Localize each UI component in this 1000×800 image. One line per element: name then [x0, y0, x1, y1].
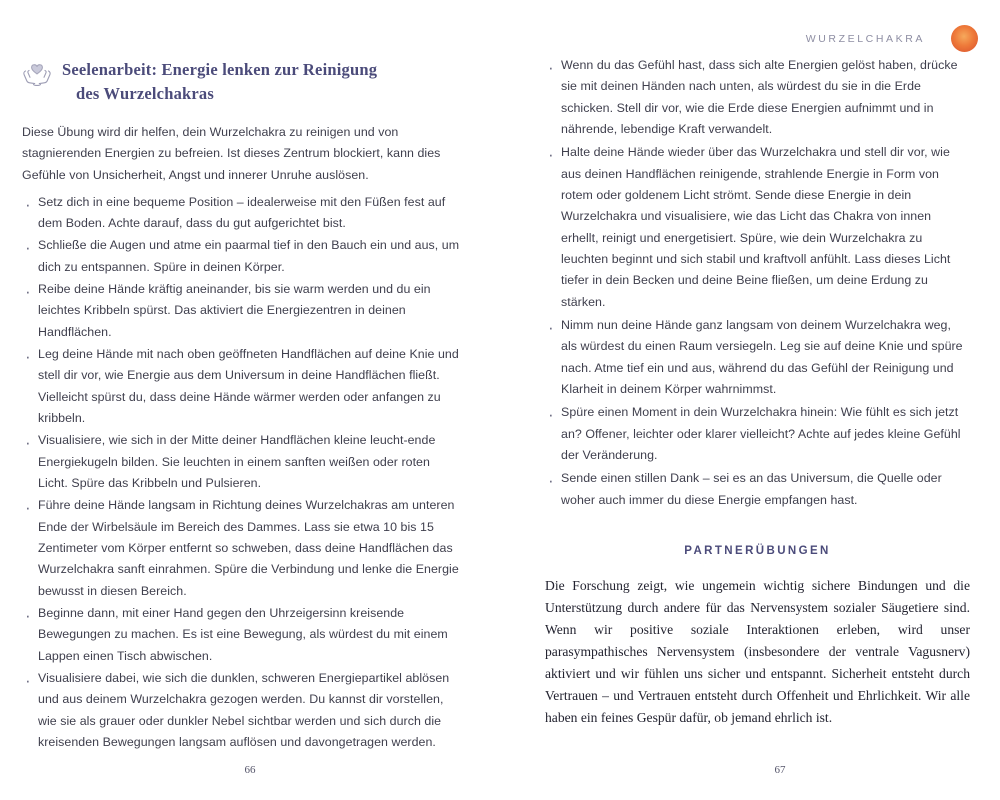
list-item: · Nimm nun deine Hände ganz langsam von deinem Wurzelchakra weg, als würdest du einen Raum versiegeln. Leg sie auf deine Knie und spüre nach. Atme tief ein und aus, während du das Gefühl der Reinigung und Klarheit in deinem Körper wahrnimmst. — [545, 315, 970, 400]
page-title-line-2: des Wurzelchakras — [76, 83, 215, 103]
list-item: · Halte deine Hände wieder über das Wurzelchakra und stell dir vor, wie aus deinen Handflächen reinigende, strahlende Energie in Form von rotem oder goldenem Licht strömt. Sende diese Energie in dein Wurzelchakra und visualisiere, wie das Licht das Chakra von innen erhellt, reinigt und energetisiert. Spüre, wie dein Wurzelchakra zu leuchten beginnt und sich stabil und kraftvoll anfühlt. Lass dieses Licht tiefer in dein Becken und deine Beine fließen, um deine Erdung zu stärken. — [545, 142, 970, 313]
left-instruction-list — [22, 192, 460, 754]
list-item: · Visualisiere, wie sich in der Mitte deiner Handflächen kleine leucht-ende Energiekugeln bilden. Sie leuchten in einem sanften weißen oder roten Licht. Spüre das Kribbeln und Pulsieren. — [22, 430, 460, 494]
chakra-dot-icon — [951, 25, 978, 52]
list-item: · Reibe deine Hände kräftig aneinander, bis sie warm werden und du ein leichtes Kribbeln spürst. Das aktiviert die Energiezentren in deinen Handflächen. — [22, 279, 460, 343]
hands-holding-heart-icon — [22, 57, 52, 91]
page-number-left: 66 — [244, 764, 256, 776]
page-number-right: 67 — [774, 764, 786, 776]
list-item: · Visualisiere dabei, wie sich die dunklen, schweren Energiepartikel ablösen und aus deinem Wurzelchakra gezogen werden. Du kannst dir vorstellen, wie sie als grauer oder dunkler Nebel sichtbar werden und sich durch die kreisenden Bewegungen langsam auflösen und davongetragen werden. — [22, 668, 460, 753]
section-heading — [22, 55, 460, 106]
intro-paragraph: Diese Übung wird dir helfen, dein Wurzelchakra zu reinigen und von stagnierenden Energien zu befreien. Ist dieses Zentrum blockiert, kann dies Gefühle von Unsicherheit, Angst und innerer Unruhe auslösen. — [22, 124, 441, 182]
list-item: · Sende einen stillen Dank – sei es an das Universum, die Quelle oder woher auch immer du diese Energie empfangen hast. — [545, 468, 970, 511]
list-item: · Setz dich in eine bequeme Position – idealerweise mit den Füßen fest auf dem Boden. Achte darauf, dass du gut aufgerichtet bist. — [22, 192, 460, 235]
list-item: · Wenn du das Gefühl hast, dass sich alte Energien gelöst haben, drücke sie mit deinen Händen nach unten, als würdest du sie in die Erde schicken. Stell dir vor, wie die Erde diese Energien aufnimmt und in nährende, lebendige Kraft verwandelt. — [545, 55, 970, 140]
right-page — [500, 0, 1000, 800]
list-item: · Beginne dann, mit einer Hand gegen den Uhrzeigersinn kreisende Bewegungen zu machen. Es ist eine Bewegung, als würdest du mit einem Lappen einen Tisch abwischen. — [22, 603, 460, 667]
list-item: · Schließe die Augen und atme ein paarmal tief in den Bauch ein und aus, um dich zu entspannen. Spüre in deinen Körper. — [22, 235, 460, 278]
page-title-line-1: Seelenarbeit: Energie lenken zur Reinigung — [62, 60, 378, 79]
list-item: · Leg deine Hände mit nach oben geöffneten Handflächen auf deine Knie und stell dir vor, wie Energie aus dem Universum in deine Handflächen fließt. Vielleicht spürst du, dass deine Hände wärmer werden oder anfangen zu kribbeln. — [22, 344, 460, 429]
list-item: · Führe deine Hände langsam in Richtung deines Wurzelchakras am unteren Ende der Wirbelsäule im Bereich des Dammes. Lass sie etwa 10 bis 15 Zentimeter vom Körper entfernt so schweben, dass deine Handflächen das Wurzelchakra sanft einrahmen. Spüre die Verbindung und lenke die Energie bewusst in diesen Bereich. — [22, 495, 460, 602]
partner-section-title: PARTNERÜBUNGEN — [684, 544, 831, 557]
page-title — [62, 55, 377, 106]
running-head: WURZELCHAKRA — [805, 33, 925, 45]
right-instruction-list — [545, 55, 970, 511]
partner-section-body: Die Forschung zeigt, wie ungemein wichtig sichere Bindungen und die Unterstützung durch andere für das Nervensystem sozialer Säugetiere sind. Wenn wir positive soziale Interaktionen erleben, wird unser parasympathisches Nervensystem (insbesondere der ventrale Vagusnerv) aktiviert und wir fühlen uns sicher und entspannt. Sicherheit entsteht durch Vertrauen – und Vertrauen entsteht durch Offenheit und Ehrlichkeit. Wir alle haben ein feines Gespür dafür, ob jemand ehrlich ist. — [545, 577, 970, 725]
list-item: · Spüre einen Moment in dein Wurzelchakra hinein: Wie fühlt es sich jetzt an? Offener, leichter oder klarer vielleicht? Achte auf jedes kleine Gefühl der Veränderung. — [545, 402, 970, 466]
